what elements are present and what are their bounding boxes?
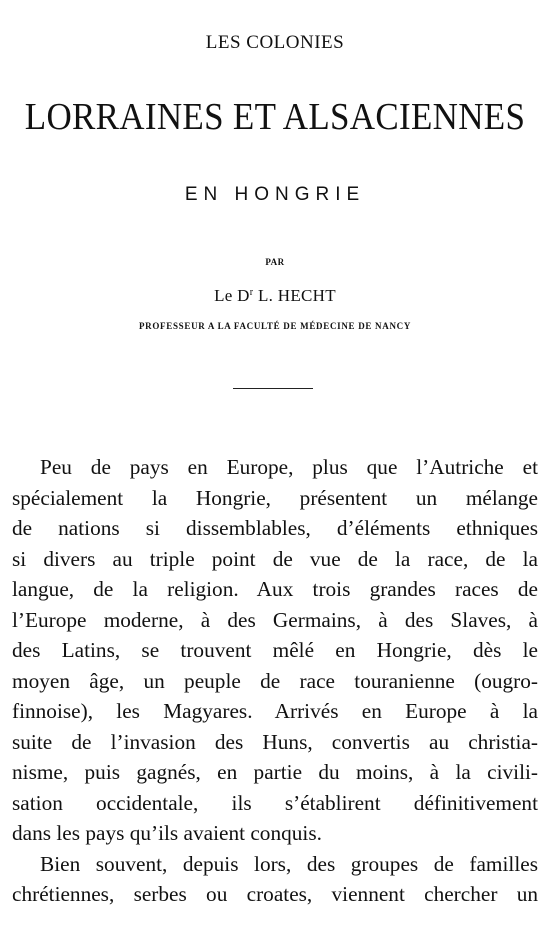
author-affiliation: PROFESSEUR A LA FACULTÉ DE MÉDECINE DE NANCY xyxy=(138,321,412,331)
text-line: dans les pays qu’ils avaient conquis. xyxy=(12,821,322,845)
text-line: moyen âge, un peuple de race touranienne (ougro- xyxy=(12,668,538,693)
text-line: suite de l’invasion des Huns, convertis au christia- xyxy=(12,729,538,754)
main-title: LORRAINES ET ALSACIENNES xyxy=(24,95,526,138)
section-divider xyxy=(233,388,313,389)
author-title-superscript: r xyxy=(249,287,254,298)
author-prefix: Le D xyxy=(214,286,250,305)
sub-title: EN HONGRIE xyxy=(184,184,366,205)
by-label: PAR xyxy=(265,257,285,267)
text-line: Bien souvent, depuis lors, des groupes de familles xyxy=(40,851,538,876)
author-name: L. HECHT xyxy=(253,286,336,305)
text-line: de nations si dissemblables, d’éléments ethniques xyxy=(12,516,538,540)
text-line: finnoise), les Magyares. Arrivés en Europe à la xyxy=(12,699,538,723)
text-line: des Latins, se trouvent mêlé en Hongrie, dès le xyxy=(12,638,538,662)
text-line: langue, de la religion. Aux trois grandes races de xyxy=(12,577,538,601)
text-line: Peu de pays en Europe, plus que l’Autriche et xyxy=(40,455,538,479)
text-line: l’Europe moderne, à des Germains, à des Slaves, à xyxy=(12,607,538,632)
text-line: spécialement la Hongrie, présentent un mélange xyxy=(12,485,538,510)
text-line: sation occidentale, ils s’établirent définitivement xyxy=(12,790,538,815)
body-text xyxy=(12,452,538,910)
text-line: nisme, puis gagnés, en partie du moins, à la civili- xyxy=(12,760,538,784)
text-line: chrétiennes, serbes ou croates, viennent chercher un xyxy=(12,882,538,906)
text-line: si divers au triple point de vue de la race, de la xyxy=(12,546,538,571)
pre-title: LES COLONIES xyxy=(205,32,345,53)
author-line xyxy=(0,286,550,306)
